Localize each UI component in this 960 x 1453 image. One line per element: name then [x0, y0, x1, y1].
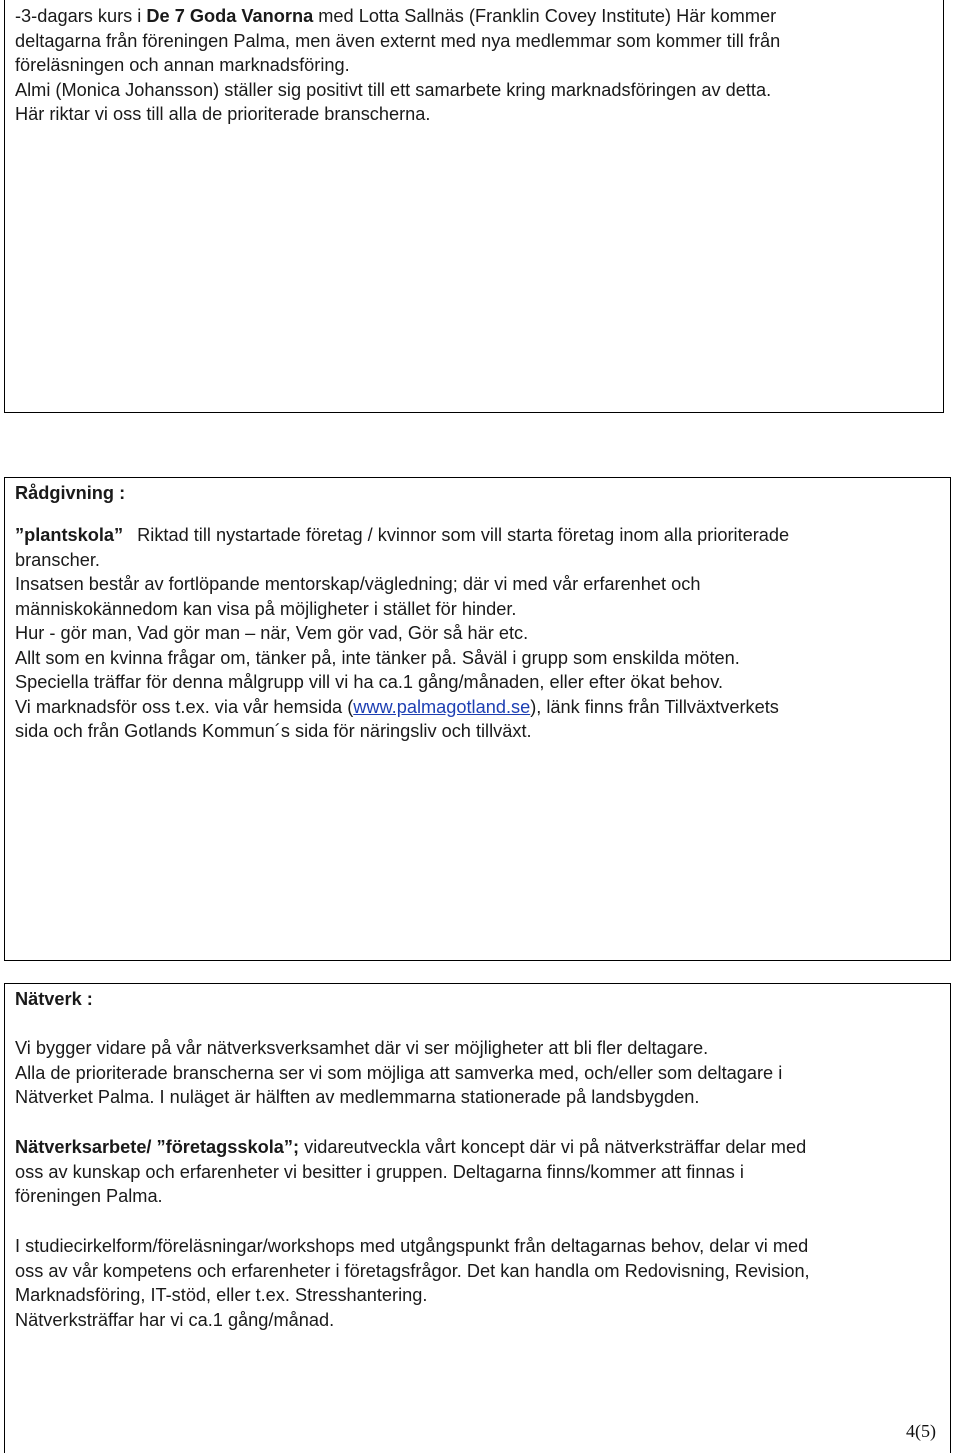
text-line: Nätverksträffar har vi ca.1 gång/månad. — [15, 1309, 335, 1330]
text-box-course — [4, 0, 944, 413]
text-line: Insatsen består av fortlöpande mentorskap/vägledning; där vi med vår erfarenhet och — [15, 574, 701, 594]
text-line — [15, 4, 935, 29]
text-line — [15, 695, 942, 720]
text-line: Här riktar vi oss till alla de prioriterade branscherna. — [15, 104, 431, 124]
text-span: Vi marknadsför oss t.ex. via vår hemsida ( — [15, 696, 354, 717]
text-line: människokännedom kan visa på möjligheter i stället för hinder. — [15, 598, 517, 619]
text-line: oss av vår kompetens och erfarenheter i företagsfrågor. Det kan handla om Redovisning, Revision, — [15, 1260, 810, 1281]
text-line: föreläsningen och annan marknadsföring. — [15, 55, 350, 75]
plantskola-term: ”plantskola” — [15, 525, 124, 545]
text-span: vidareutveckla vårt koncept där vi på nätverksträffar delar med — [304, 1137, 807, 1157]
text-span: -3-dagars kurs i — [15, 6, 142, 26]
text-line: Marknadsföring, IT-stöd, eller t.ex. Stresshantering. — [15, 1285, 428, 1305]
section-heading: Rådgivning : — [15, 483, 126, 503]
text-line: Hur - gör man, Vad gör man – när, Vem gör vad, Gör så här etc. — [15, 623, 529, 643]
text-line: deltagarna från föreningen Palma, men även externt med nya medlemmar som kommer till från — [15, 30, 781, 51]
text-line — [15, 1135, 942, 1160]
text-line: föreningen Palma. — [15, 1186, 163, 1206]
text-line: oss av kunskap och erfarenheter vi besitter i gruppen. Deltagarna finns/kommer att finnas i — [15, 1161, 744, 1182]
text-box-radgivning — [4, 477, 951, 961]
text-line: I studiecirkelform/föreläsningar/workshops med utgångspunkt från deltagarnas behov, delar vi med — [15, 1236, 809, 1256]
text-span: ), länk finns från Tillväxtverkets — [530, 696, 779, 717]
page-number: 4(5) — [906, 1421, 936, 1441]
text-span: med Lotta Sallnäs (Franklin Covey Institute) Här kommer — [318, 6, 777, 26]
text-line: sida och från Gotlands Kommun´s sida för näringsliv och tillväxt. — [15, 721, 532, 741]
text-span: Riktad till nystartade företag / kvinnor som vill starta företag inom alla prioriterade — [137, 525, 790, 545]
text-line: Alla de prioriterade branscherna ser vi som möjliga att samverka med, och/eller som deltagare i — [15, 1062, 783, 1083]
text-line: Almi (Monica Johansson) ställer sig positivt till ett samarbete kring marknadsföringen av detta. — [15, 79, 772, 100]
text-line: Nätverket Palma. I nuläget är hälften av medlemmarna stationerade på landsbygden. — [15, 1087, 700, 1107]
section-heading: Nätverk : — [15, 989, 93, 1009]
course-name: De 7 Goda Vanorna — [146, 6, 314, 26]
text-line: branscher. — [15, 549, 100, 570]
text-line: Vi bygger vidare på vår nätverksverksamhet där vi ser möjligheter att bli fler deltagare. — [15, 1038, 709, 1058]
text-line: Allt som en kvinna frågar om, tänker på, inte tänker på. Såväl i grupp som enskilda möten. — [15, 647, 740, 668]
text-line: Speciella träffar för denna målgrupp vill vi ha ca.1 gång/månaden, eller efter ökat behov. — [15, 672, 724, 692]
website-link[interactable]: www.palmagotland.se — [353, 696, 531, 717]
foretagsskola-term: Nätverksarbete/ ”företagsskola”; — [15, 1137, 300, 1157]
text-line — [15, 523, 942, 548]
text-box-natverk — [4, 983, 951, 1453]
